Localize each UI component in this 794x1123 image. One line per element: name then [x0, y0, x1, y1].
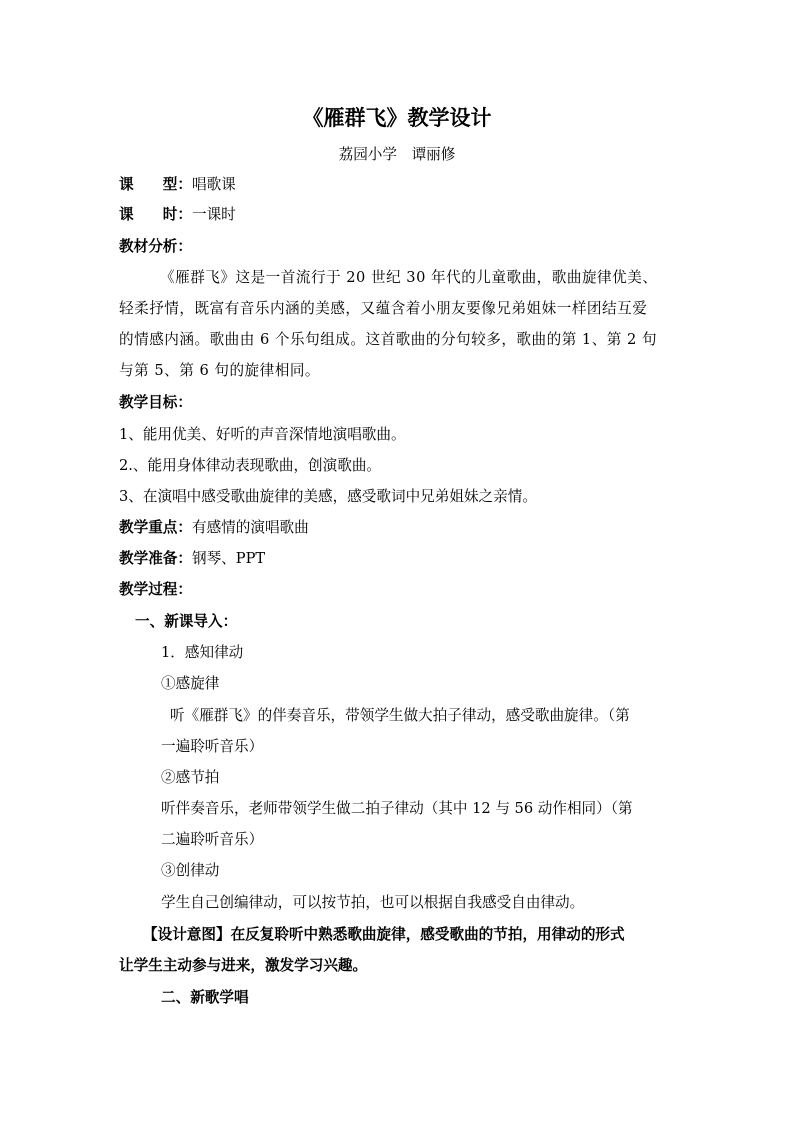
- lesson-type-row: [119, 175, 236, 195]
- focus-row: [119, 518, 309, 538]
- analysis-heading: 教材分析：: [119, 238, 192, 255]
- goal-item: 3、在演唱中感受歌曲旋律的美感，感受歌词中兄弟姐妹之亲情。: [119, 488, 537, 505]
- lesson-time-row: [119, 205, 236, 225]
- sub-step-title: ②感节拍: [161, 769, 220, 786]
- prep-value: 钢琴、PPT: [191, 550, 266, 567]
- analysis-line: 与第 5、第 6 句的旋律相同。: [119, 362, 321, 379]
- lesson-type-label: 课 型：: [119, 176, 192, 193]
- sub-step-title: ③创律动: [161, 862, 220, 879]
- doc-title: 《雁群飞》教学设计: [302, 105, 492, 130]
- goals-heading: 教学目标：: [119, 394, 192, 411]
- design-intent-line: 【设计意图】在反复聆听中熟悉歌曲旋律，感受歌曲的节拍，用律动的形式: [143, 926, 625, 943]
- byline: 荔园小学 谭丽修: [338, 146, 456, 163]
- sub-step-title: ①感旋律: [161, 675, 220, 692]
- focus-label: 教学重点：: [119, 519, 192, 536]
- step-heading: 1．感知律动: [161, 644, 244, 661]
- prep-label: 教学准备：: [119, 550, 192, 567]
- prep-row: [119, 549, 265, 569]
- sub-step-line: 二遍聆听音乐）: [161, 831, 264, 848]
- goal-item: 2.、能用身体律动表现歌曲，创演歌曲。: [119, 457, 382, 474]
- sub-step-line: 听伴奏音乐，老师带领学生做二拍子律动（其中 12 与 56 动作相同）（第: [161, 800, 633, 817]
- analysis-line: 《雁群飞》这是一首流行于 20 世纪 30 年代的儿童歌曲，歌曲旋律优美、: [160, 269, 658, 286]
- analysis-line: 轻柔抒情，既富有音乐内涵的美感，又蕴含着小朋友要像兄弟姐妹一样团结互爱: [119, 300, 648, 317]
- sub-step-line: 学生自己创编律动，可以按节拍，也可以根据自我感受自由律动。: [161, 894, 585, 911]
- process-heading: 教学过程：: [119, 581, 192, 598]
- goal-item: 1、能用优美、好听的声音深情地演唱歌曲。: [119, 426, 406, 443]
- lesson-time-label: 课 时：: [119, 206, 192, 223]
- section-heading: 二、新歌学唱: [161, 989, 249, 1006]
- lesson-type-value: 唱歌课: [191, 176, 236, 193]
- analysis-line: 的情感内涵。歌曲由 6 个乐句组成。这首歌曲的分句较多，歌曲的第 1、第 2 句: [119, 331, 658, 348]
- lesson-time-value: 一课时: [191, 206, 236, 223]
- section-heading: 一、新课导入：: [135, 613, 238, 630]
- sub-step-line: 听《雁群飞》的伴奏音乐，带领学生做大拍子律动，感受歌曲旋律。（第: [170, 707, 630, 724]
- sub-step-line: 一遍聆听音乐）: [161, 738, 264, 755]
- design-intent-line: 让学生主动参与进来，激发学习兴趣。: [119, 957, 368, 974]
- focus-value: 有感情的演唱歌曲: [191, 519, 309, 536]
